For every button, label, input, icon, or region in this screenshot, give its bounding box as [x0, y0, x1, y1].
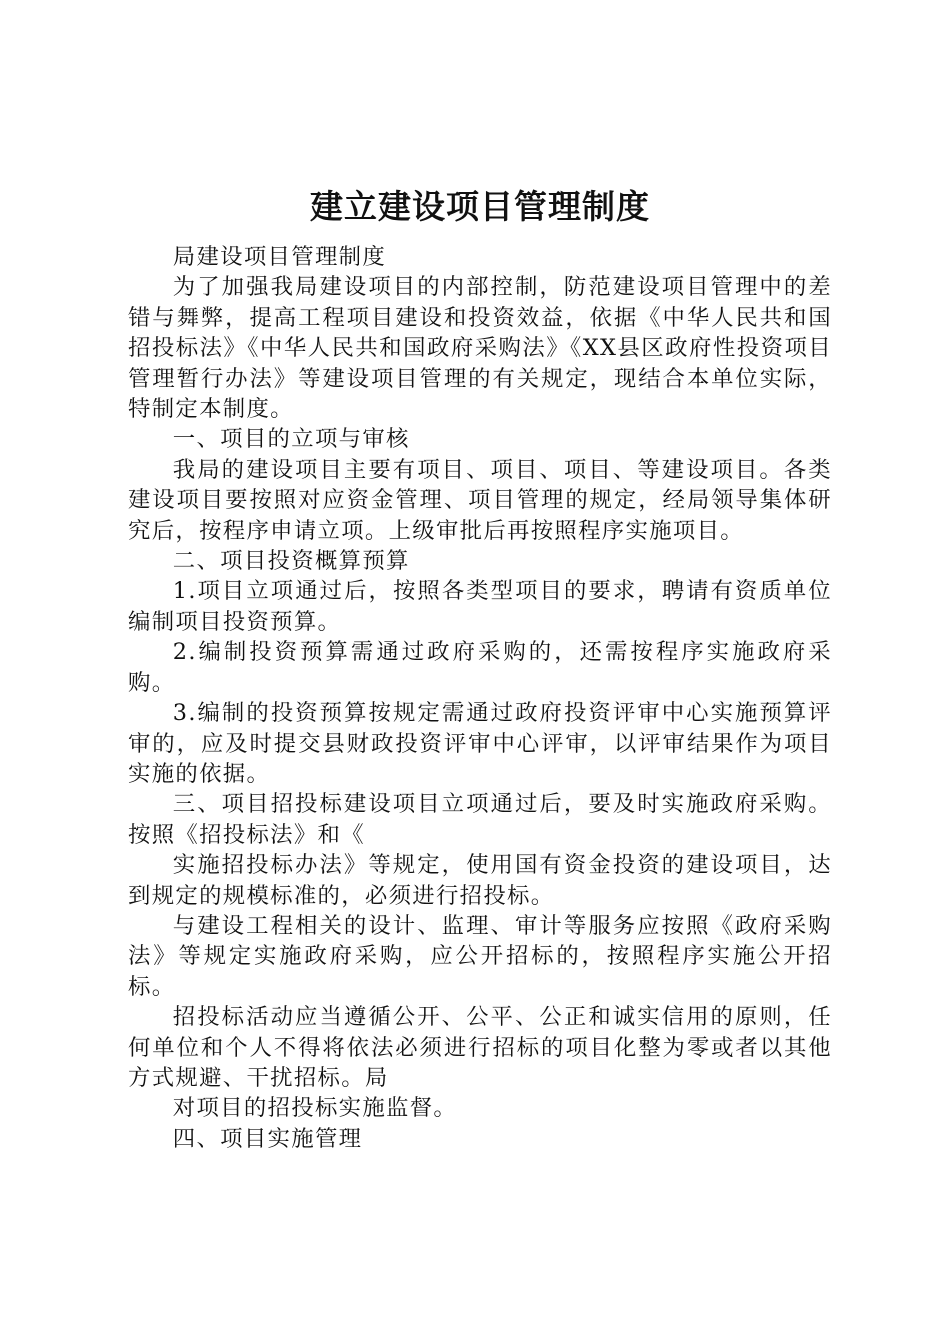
intro-paragraph: 为了加强我局建设项目的内部控制，防范建设项目管理中的差错与舞弊，提高工程项目建设和投资效益，依据《中华人民共和国招投标法》《中华人民共和国政府采购法》《XX县区政府性投资项目管理暂行办法》等建设项目管理的有关规定，现结合本单位实际，特制定本制度。	[128, 274, 832, 423]
body-paragraph: 实施招投标办法》等规定，使用国有资金投资的建设项目，达到规定的规模标准的，必须进行招投标。	[128, 852, 832, 909]
document-page	[128, 178, 832, 1154]
list-item-1: 1.项目立项通过后，按照各类型项目的要求，聘请有资质单位编制项目投资预算。	[128, 578, 832, 635]
section-heading-2: 二、项目投资概算预算	[172, 548, 410, 575]
body-paragraph: 与建设工程相关的设计、监理、审计等服务应按照《政府采购法》等规定实施政府采购，应公开招标的，按照程序实施公开招标。	[128, 912, 832, 1000]
section-heading-3: 三、项目招投标建设项目立项通过后，要及时实施政府采购。按照《招投标法》和《	[128, 791, 832, 848]
body-paragraph: 对项目的招投标实施监督。	[172, 1095, 458, 1122]
section-heading-4: 四、项目实施管理	[172, 1125, 363, 1152]
list-item-3: 3.编制的投资预算按规定需通过政府投资评审中心实施预算评审的，应及时提交县财政投资评审中心评审，以评审结果作为项目实施的依据。	[128, 700, 832, 787]
subtitle-paragraph: 局建设项目管理制度	[172, 244, 387, 270]
section-heading-1: 一、项目的立项与审核	[172, 426, 410, 453]
body-paragraph: 我局的建设项目主要有项目、项目、项目、等建设项目。各类建设项目要按照对应资金管理、项目管理的规定，经局领导集体研究后，按程序申请立项。上级审批后再按照程序实施项目。	[128, 456, 832, 544]
body-paragraph: 招投标活动应当遵循公开、公平、公正和诚实信用的原则，任何单位和个人不得将依法必须进行招标的项目化整为零或者以其他方式规避、干扰招标。局	[128, 1004, 832, 1091]
document-title: 建立建设项目管理制度	[310, 187, 650, 226]
list-item-2: 2.编制投资预算需通过政府采购的，还需按程序实施政府采购。	[128, 639, 832, 696]
